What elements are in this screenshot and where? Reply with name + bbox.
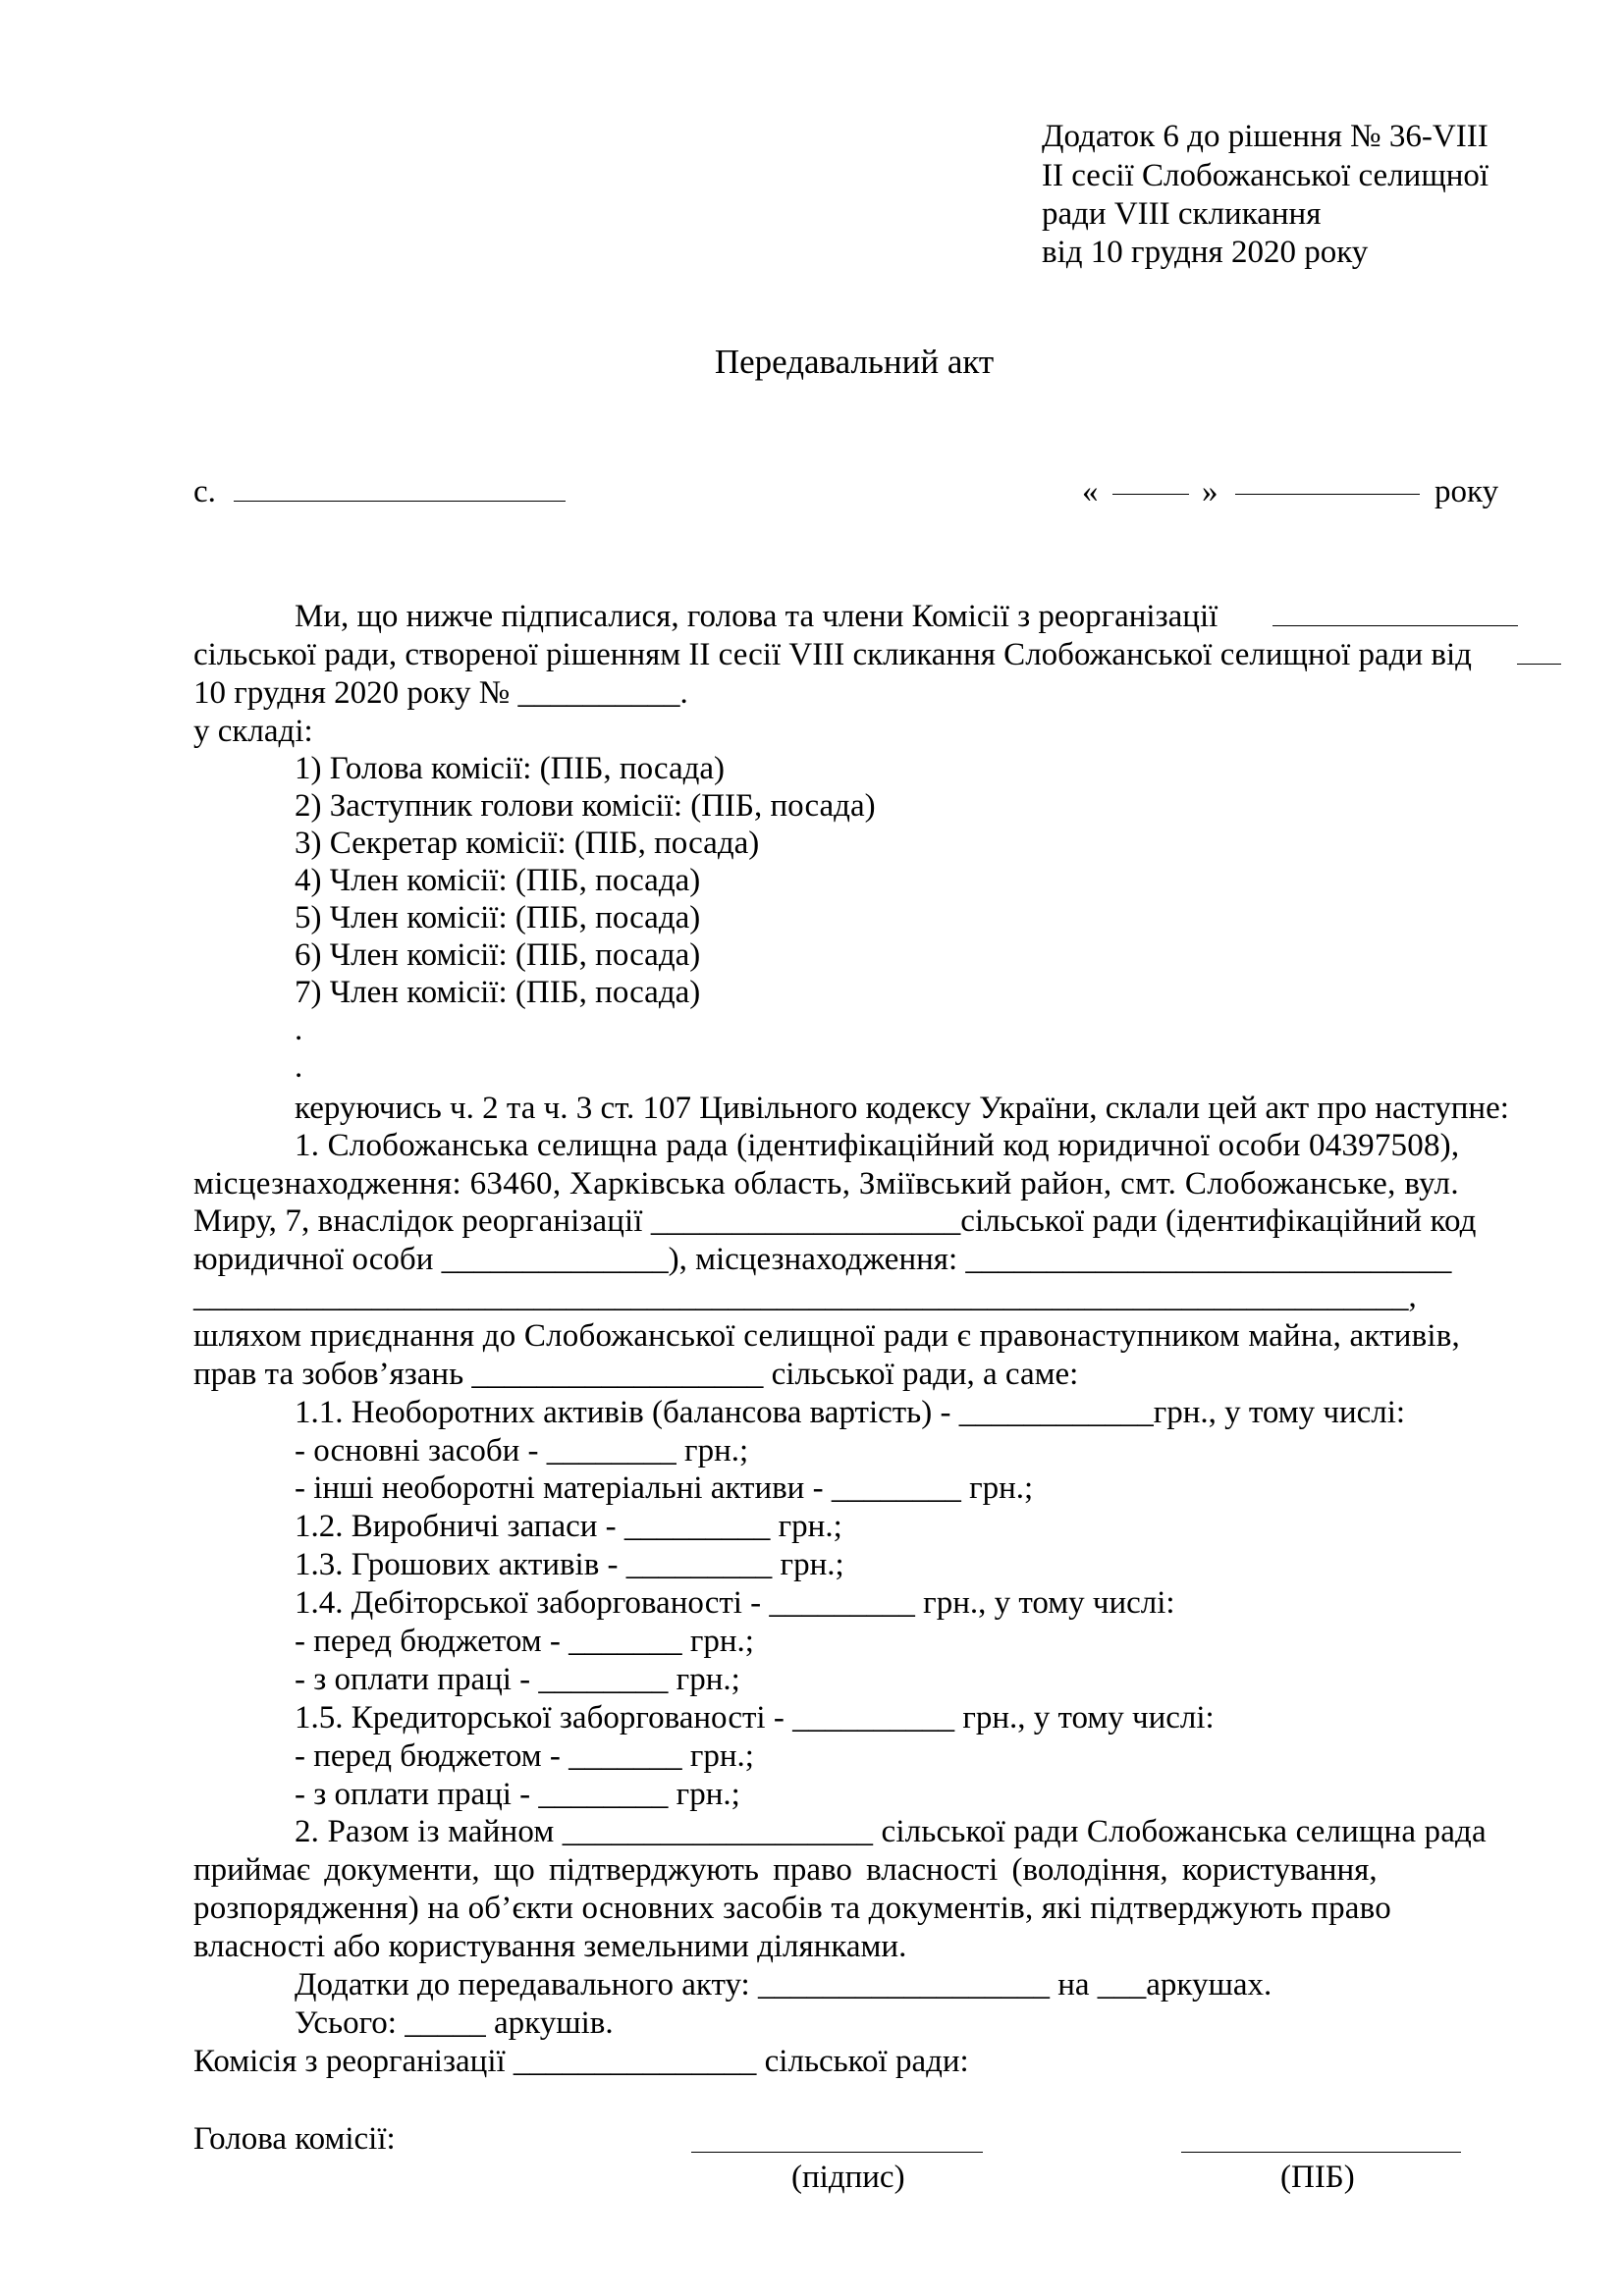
asset-item: - основні засоби - ________ грн.; bbox=[295, 1433, 749, 1468]
section2-line-2: приймає документи, що підтверджують право власності (володіння, користування, bbox=[193, 1852, 1378, 1888]
member-item: 3) Секретар комісії: (ПІБ, посада) bbox=[295, 826, 760, 861]
asset-item: - з оплати праці - ________ грн.; bbox=[295, 1777, 740, 1812]
section1-line-1: 1. Слобожанська селищна рада (ідентифікаційний код юридичної особи 04397508), bbox=[295, 1128, 1460, 1163]
section2-line-3: розпорядження) на об’єкти основних засобів та документів, які підтверджують право bbox=[193, 1891, 1391, 1926]
place-prefix: с. bbox=[193, 474, 216, 509]
member-item: 1) Голова комісії: (ПІБ, посада) bbox=[295, 751, 726, 786]
header-note-line-2: ІІ сесії Слобожанської селищної bbox=[1042, 158, 1489, 193]
commission-line: Комісія з реорганізації _______________ сільської ради: bbox=[193, 2044, 969, 2079]
signature-caption: (підпис) bbox=[791, 2160, 905, 2195]
chairman-label: Голова комісії: bbox=[193, 2121, 396, 2157]
signature-line bbox=[691, 2152, 983, 2153]
member-item: . bbox=[295, 1012, 303, 1047]
day-blank-line bbox=[1112, 494, 1189, 495]
village-council-blank-line bbox=[1272, 625, 1518, 626]
member-item: 7) Член комісії: (ПІБ, посада) bbox=[295, 975, 701, 1010]
intro-line-1: Ми, що нижче підписалися, голова та члени Комісії з реорганізації bbox=[295, 599, 1218, 634]
asset-item: 1.1. Необоротних активів (балансова вартість) - ____________грн., у тому числі: bbox=[295, 1395, 1406, 1430]
asset-item: 1.5. Кредиторської заборгованості - __________ грн., у тому числі: bbox=[295, 1700, 1215, 1735]
name-line bbox=[1181, 2152, 1461, 2153]
intro-dash bbox=[1517, 664, 1561, 665]
asset-item: 1.2. Виробничі запаси - _________ грн.; bbox=[295, 1509, 842, 1544]
member-item: . bbox=[295, 1049, 303, 1085]
intro-line-3: 10 грудня 2020 року № __________. bbox=[193, 675, 688, 711]
document-title: Передавальний акт bbox=[714, 343, 995, 381]
asset-item: - інші необоротні матеріальні активи - ________ грн.; bbox=[295, 1470, 1034, 1506]
member-item: 5) Член комісії: (ПІБ, посада) bbox=[295, 900, 701, 935]
name-caption: (ПІБ) bbox=[1280, 2160, 1355, 2195]
section1-line-2: місцезнаходження: 63460, Харківська область, Зміївський район, смт. Слобожанське, вул. bbox=[193, 1166, 1459, 1201]
asset-item: 1.4. Дебіторської заборгованості - _________ грн., у тому числі: bbox=[295, 1585, 1175, 1621]
guided-by-line: керуючись ч. 2 та ч. 3 ст. 107 Цивільного кодексу України, склали цей акт про наступне: bbox=[295, 1091, 1509, 1126]
date-close-quote: » bbox=[1202, 474, 1218, 509]
header-note-line-3: ради VIII скликання bbox=[1042, 196, 1322, 232]
section1-line-6: шляхом приєднання до Слобожанської селищної ради є правонаступником майна, активів, bbox=[193, 1318, 1461, 1354]
section1-line-7: прав та зобов’язань __________________ сільської ради, а саме: bbox=[193, 1357, 1079, 1392]
date-open-quote: « bbox=[1082, 474, 1099, 509]
composition-label: у складі: bbox=[193, 714, 313, 749]
section1-line-4: юридичної особи ______________), місцезнаходження: ______________________________ bbox=[193, 1242, 1452, 1277]
asset-item: - перед бюджетом - _______ грн.; bbox=[295, 1738, 754, 1774]
member-item: 6) Член комісії: (ПІБ, посада) bbox=[295, 937, 701, 973]
header-note-line-4: від 10 грудня 2020 року bbox=[1042, 235, 1369, 270]
section1-line-5: ___________________________________________________________________________, bbox=[193, 1279, 1417, 1314]
appendix-line: Додатки до передавального акту: __________________ на ___аркушах. bbox=[295, 1967, 1272, 2002]
year-word: року bbox=[1435, 474, 1499, 509]
section1-line-3: Миру, 7, внаслідок реорганізації ___________________сільської ради (ідентифікаційний код bbox=[193, 1203, 1477, 1239]
section2-line-1: 2. Разом із майном ___________________ сільської ради Слобожанська селищна рада bbox=[295, 1814, 1487, 1849]
member-item: 2) Заступник голови комісії: (ПІБ, посада) bbox=[295, 788, 876, 824]
section2-line-4: власності або користування земельними ділянками. bbox=[193, 1929, 907, 1964]
asset-item: 1.3. Грошових активів - _________ грн.; bbox=[295, 1547, 844, 1582]
total-sheets-line: Усього: _____ аркушів. bbox=[295, 2005, 614, 2041]
month-blank-line bbox=[1235, 494, 1420, 495]
asset-item: - з оплати праці - ________ грн.; bbox=[295, 1662, 740, 1697]
intro-line-2: сільської ради, створеної рішенням ІІ сесії VIII скликання Слобожанської селищної ради від bbox=[193, 637, 1472, 672]
member-item: 4) Член комісії: (ПІБ, посада) bbox=[295, 863, 701, 898]
header-note-line-1: Додаток 6 до рішення № 36-VIII bbox=[1042, 119, 1489, 154]
asset-item: - перед бюджетом - _______ грн.; bbox=[295, 1624, 754, 1659]
place-blank-line bbox=[234, 501, 566, 502]
